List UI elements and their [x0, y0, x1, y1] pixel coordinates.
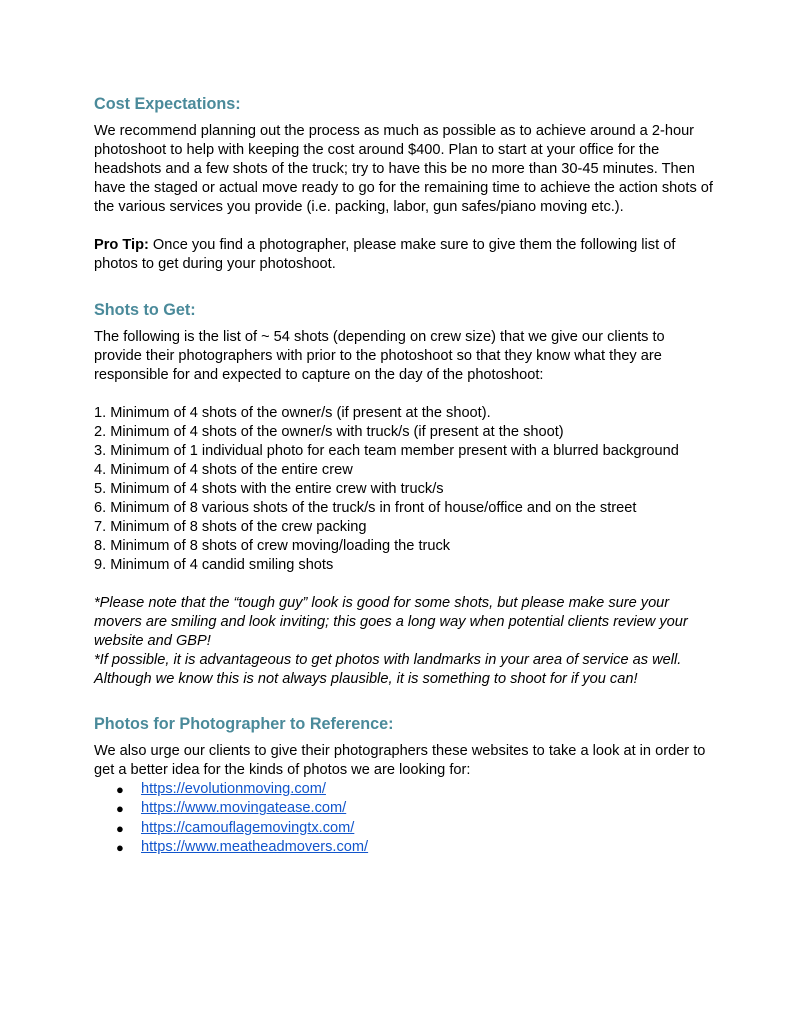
shots-list [94, 404, 714, 575]
link-moving-at-ease[interactable]: https://www.movingatease.com/ [141, 800, 347, 817]
reference-heading: Photos for Photographer to Reference: [94, 715, 394, 733]
link-meathead-movers[interactable]: https://www.meatheadmovers.com/ [141, 838, 369, 855]
list-item [94, 819, 714, 838]
list-item: 3. Minimum of 1 individual photo for each team member present with a blurred background [94, 443, 679, 459]
link-evolution-moving[interactable]: https://evolutionmoving.com/ [141, 781, 326, 797]
tough-guy-note: *Please note that the “tough guy” look is good for some shots, but please make sure your movers are smiling and look inviting; this goes a long way when potential clients review your website and GBP! [94, 595, 688, 649]
pro-tip-text: Once you find a photographer, please make sure to give them the following list of photos to get during your photoshoot. [94, 237, 676, 272]
list-item: 6. Minimum of 8 various shots of the truck/s in front of house/office and on the street [94, 500, 637, 516]
bullet-icon: ● [116, 839, 124, 855]
pro-tip-label: Pro Tip: [94, 237, 149, 253]
spacer [94, 385, 714, 404]
bullet-icon: ● [116, 801, 124, 817]
landmarks-note: *If possible, it is advantageous to get photos with landmarks in your area of service as well. Although we know this is not always plausible, it is something to shoot for if you can! [94, 652, 682, 687]
list-item: 4. Minimum of 4 shots of the entire crew [94, 462, 353, 478]
reference-links-list [94, 780, 714, 857]
list-item: 9. Minimum of 4 candid smiling shots [94, 557, 334, 573]
bullet-icon: ● [116, 820, 124, 836]
document-content [94, 93, 714, 857]
reference-intro: We also urge our clients to give their photographers these websites to take a look at in order to get a better idea for the kinds of photos we are looking for: [94, 743, 706, 778]
cost-expectations-body: We recommend planning out the process as much as possible as to achieve around a 2-hour photoshoot to help with keeping the cost around $400. Plan to start at your office for the headshots and a few shots of the truck; try to have this be no more than 30-45 minutes. Then have the staged or actual move ready to go for the remaining time to achieve the action shots of the various services you provide (i.e. packing, labor, gun safes/piano moving etc.). [94, 123, 713, 215]
list-item: 1. Minimum of 4 shots of the owner/s (if present at the shoot). [94, 405, 491, 421]
link-camouflage-moving[interactable]: https://camouflagemovingtx.com/ [141, 819, 355, 836]
list-item [94, 799, 714, 818]
bullet-icon: ● [116, 782, 124, 797]
list-item [94, 780, 714, 799]
list-item [94, 838, 714, 857]
list-item: 7. Minimum of 8 shots of the crew packing [94, 519, 367, 535]
spacer [94, 217, 714, 236]
spacer [94, 575, 714, 594]
list-item: 2. Minimum of 4 shots of the owner/s with truck/s (if present at the shoot) [94, 424, 564, 440]
shots-to-get-heading: Shots to Get: [94, 301, 196, 319]
list-item: 5. Minimum of 4 shots with the entire crew with truck/s [94, 481, 444, 497]
pro-tip-paragraph [94, 236, 714, 274]
shots-intro: The following is the list of ~ 54 shots (depending on crew size) that we give our clients to provide their photographers with prior to the photoshoot so that they know what they are responsible for and expected to capture on the day of the photoshoot: [94, 329, 665, 383]
list-item: 8. Minimum of 8 shots of crew moving/loading the truck [94, 538, 451, 554]
cost-expectations-heading: Cost Expectations: [94, 95, 241, 113]
